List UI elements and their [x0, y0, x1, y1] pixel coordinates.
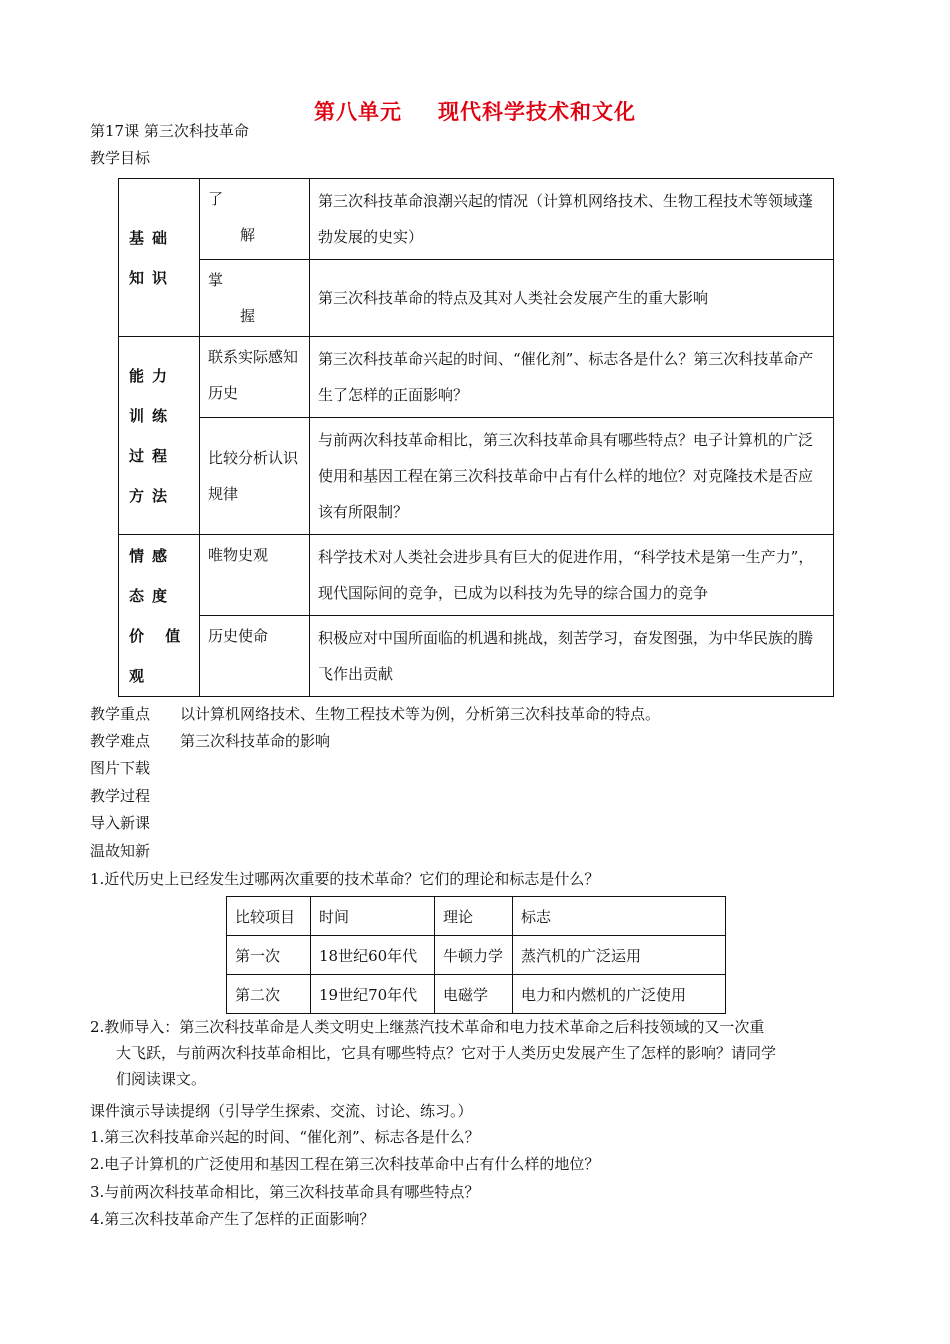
section-download: 图片下载 — [90, 759, 151, 777]
question-2-line2: 大飞跃，与前两次科技革命相比，它具有哪些特点？它对于人类历史发展产生了怎样的影响？请同学 — [116, 1044, 777, 1062]
objectives-table — [118, 178, 834, 697]
table-cell: 第一次 — [227, 936, 311, 975]
key-point — [90, 704, 660, 724]
outline-item-4: 4.第三次科技革命产生了怎样的正面影响？ — [90, 1210, 375, 1228]
header-cell: 理论 — [435, 897, 513, 936]
table-cell: 18世纪60年代 — [311, 936, 435, 975]
difficulty-text: 第三次科技革命的影响 — [180, 732, 331, 750]
table-row — [119, 535, 834, 616]
unit-title-part1: 第八单元 — [314, 99, 402, 124]
table-row — [227, 936, 726, 975]
question-1: 1.近代历史上已经发生过哪两次重要的技术革命？它们的理论和标志是什么？ — [90, 870, 600, 888]
table-cell: 蒸汽机的广泛运用 — [513, 936, 726, 975]
desc-materialism: 科学技术对人类社会进步具有巨大的促进作用，“科学技术是第一生产力”，现代国际间的竞争，已成为以科技为先导的综合国力的竞争 — [310, 535, 834, 616]
outline-item-3: 3.与前两次科技革命相比，第三次科技革命具有哪些特点？ — [90, 1183, 480, 1201]
table-cell: 牛顿力学 — [435, 936, 513, 975]
lesson-title: 第17课 第三次科技革命 — [90, 122, 249, 140]
outline-item-1: 1.第三次科技革命兴起的时间、“催化剂”、标志各是什么？ — [90, 1128, 480, 1146]
sub-understand-a: 了 — [208, 190, 224, 208]
section-review: 温故知新 — [90, 842, 151, 860]
table-cell: 19世纪70年代 — [311, 975, 435, 1014]
table-row — [119, 616, 834, 697]
table-row — [119, 260, 834, 337]
desc-understand: 第三次科技革命浪潮兴起的情况（计算机网络技术、生物工程技术等领域蓬勃发展的史实） — [310, 179, 834, 260]
question-2-line3: 们阅读课文。 — [116, 1070, 207, 1088]
table-row — [119, 179, 834, 260]
sub-understand-b: 解 — [240, 226, 256, 244]
objectives-heading: 教学目标 — [90, 149, 151, 167]
header-cell: 时间 — [311, 897, 435, 936]
difficulty-label: 教学难点 — [90, 732, 151, 750]
category-knowledge: 基础知识 — [119, 179, 200, 337]
table-row — [119, 337, 834, 418]
question-2-line1: 2.教师导入：第三次科技革命是人类文明史上继蒸汽技术革命和电力技术革命之后科技领域的又一次重 — [90, 1018, 765, 1036]
unit-title-part2: 现代科学技术和文化 — [438, 99, 636, 124]
section-process: 教学过程 — [90, 787, 151, 805]
sub-mission: 历史使命 — [200, 616, 310, 697]
comparison-table — [226, 896, 726, 1014]
desc-compare: 与前两次科技革命相比，第三次科技革命具有哪些特点？电子计算机的广泛使用和基因工程在第三次科技革命中占有什么样的地位？对克隆技术是否应该有所限制？ — [310, 418, 834, 535]
question-2 — [90, 1014, 860, 1092]
desc-practice: 第三次科技革命兴起的时间、“催化剂”、标志各是什么？第三次科技革命产生了怎样的正面影响？ — [310, 337, 834, 418]
sub-master — [200, 260, 310, 337]
difficulty — [90, 731, 330, 751]
sub-materialism: 唯物史观 — [200, 535, 310, 616]
desc-master: 第三次科技革命的特点及其对人类社会发展产生的重大影响 — [310, 260, 834, 337]
category-ability: 能力训练过程方法 — [119, 337, 200, 535]
header-cell: 标志 — [513, 897, 726, 936]
table-row — [227, 975, 726, 1014]
sub-understand — [200, 179, 310, 260]
outline-heading: 课件演示导读提纲（引导学生探索、交流、讨论、练习。） — [90, 1102, 473, 1120]
table-cell: 电磁学 — [435, 975, 513, 1014]
table-row — [119, 418, 834, 535]
desc-mission: 积极应对中国所面临的机遇和挑战，刻苦学习，奋发图强，为中华民族的腾飞作出贡献 — [310, 616, 834, 697]
sub-master-b: 握 — [240, 307, 256, 325]
sub-compare: 比较分析认识规律 — [200, 418, 310, 535]
key-point-text: 以计算机网络技术、生物工程技术等为例，分析第三次科技革命的特点。 — [180, 705, 661, 723]
sub-practice: 联系实际感知历史 — [200, 337, 310, 418]
table-cell: 第二次 — [227, 975, 311, 1014]
category-emotion: 情感态度价 值观 — [119, 535, 200, 697]
header-cell: 比较项目 — [227, 897, 311, 936]
table-cell: 电力和内燃机的广泛使用 — [513, 975, 726, 1014]
section-intro: 导入新课 — [90, 814, 151, 832]
outline-item-2: 2.电子计算机的广泛使用和基因工程在第三次科技革命中占有什么样的地位？ — [90, 1155, 600, 1173]
key-point-label: 教学重点 — [90, 705, 151, 723]
sub-master-a: 掌 — [208, 271, 224, 289]
table-header-row — [227, 897, 726, 936]
